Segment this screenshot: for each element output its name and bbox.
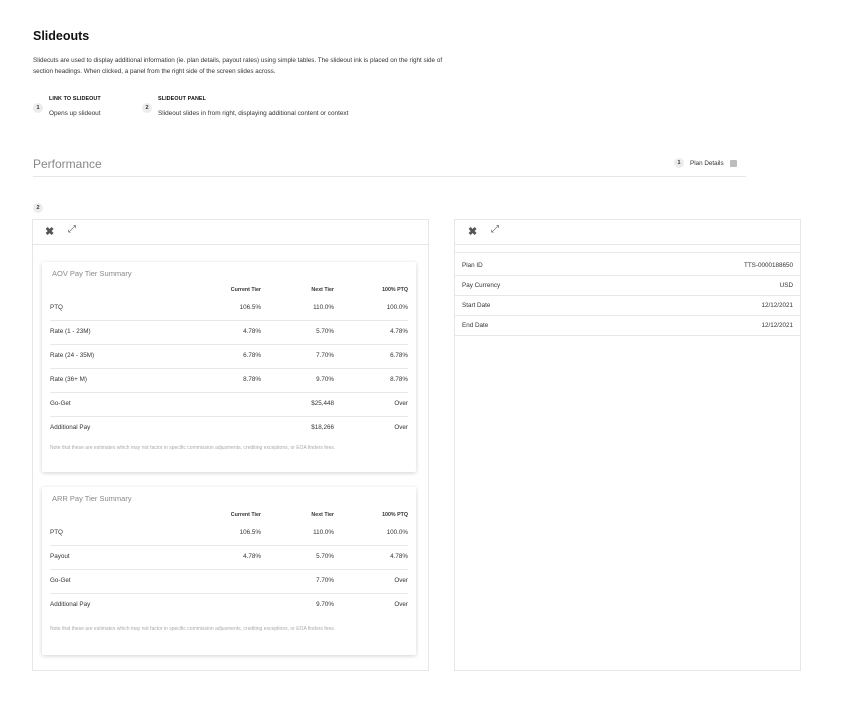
col-current-tier: Current Tier xyxy=(230,512,261,518)
section-title: Performance xyxy=(33,157,102,171)
plan-details-link[interactable] xyxy=(674,158,737,168)
page-title: Slideouts xyxy=(33,29,90,43)
table-row: Rate (24 - 35M) 6.78% 7.70% 6.78% xyxy=(42,345,416,369)
link-number: 1 xyxy=(674,158,684,168)
table-row: Rate (1 - 23M) 4.78% 5.70% 4.78% xyxy=(42,321,416,345)
table-row: Payout 4.78% 5.70% 4.78% xyxy=(42,546,416,570)
plan-details-label[interactable]: Plan Details xyxy=(690,159,724,167)
panel-marker: 2 xyxy=(33,203,43,213)
col-100-ptq: 100% PTQ xyxy=(382,287,408,293)
detail-row-start-date: Start Date 12/12/2021 xyxy=(455,296,800,316)
legend-number: 1 xyxy=(33,103,43,113)
intro-text: Slidecuts are used to display additional information (ie. plan details, payout rates) using simple tables. The slideout ink is placed on the right side of section headings. When clicked, a panel from the right side of the screen slides across. xyxy=(33,57,443,75)
detail-row-end-date: End Date 12/12/2021 xyxy=(455,316,800,336)
col-next-tier: Next Tier xyxy=(311,512,334,518)
panel-toolbar xyxy=(455,220,800,245)
pay-tier-panel xyxy=(32,219,429,671)
table-row: Rate (36+ M) 8.78% 9.70% 8.78% xyxy=(42,369,416,393)
disclaimer-note: Note that these are estimates which may not factor in specific commission adjusments, crediting exceptions, or EOA finders fees. xyxy=(50,626,336,632)
col-next-tier: Next Tier xyxy=(311,287,334,293)
table-row: PTQ 106.5% 110.0% 100.0% xyxy=(42,522,416,546)
legend-number: 2 xyxy=(142,103,152,113)
legend-desc: Slideout slides in from right, displaying additional content or context xyxy=(158,110,349,117)
panel-toolbar xyxy=(33,220,428,245)
detail-row-pay-currency: Pay Currency USD xyxy=(455,276,800,296)
aov-summary-card xyxy=(42,262,416,472)
table-row: PTQ 106.5% 110.0% 100.0% xyxy=(42,297,416,321)
card-title: AOV Pay Tier Summary xyxy=(52,269,132,278)
close-icon[interactable]: ✖ xyxy=(45,226,55,238)
col-current-tier: Current Tier xyxy=(230,287,261,293)
expand-icon[interactable]: ⤢ xyxy=(491,224,499,235)
legend-title: SLIDEOUT PANEL xyxy=(158,96,207,102)
divider xyxy=(455,252,800,253)
col-100-ptq: 100% PTQ xyxy=(382,512,408,518)
table-row: Go-Get 7.70% Over xyxy=(42,570,416,594)
arr-summary-card xyxy=(42,487,416,655)
disclaimer-note: Note that these are estimates which may not factor in specific commission adjusments, crediting exceptions, or EOA finders fees. xyxy=(50,445,336,451)
table-row: Additional Pay $18,266 Over xyxy=(50,424,408,431)
close-icon[interactable]: ✖ xyxy=(468,226,478,238)
section-divider xyxy=(33,176,746,177)
expand-icon[interactable]: ⤢ xyxy=(68,224,76,235)
table-row: Go-Get $25,448 Over xyxy=(42,393,416,417)
legend-desc: Opens up slideout xyxy=(49,110,101,117)
plan-details-slideout xyxy=(454,219,801,671)
detail-row-plan-id: Plan ID TTS-0000188650 xyxy=(455,256,800,276)
legend-item-link xyxy=(33,96,101,117)
document-icon[interactable] xyxy=(730,160,737,167)
table-row: Additional Pay 9.70% Over xyxy=(50,601,408,608)
legend-title: LINK TO SLIDEOUT xyxy=(49,96,101,102)
card-title: ARR Pay Tier Summary xyxy=(52,494,132,503)
legend-item-panel xyxy=(142,96,349,117)
